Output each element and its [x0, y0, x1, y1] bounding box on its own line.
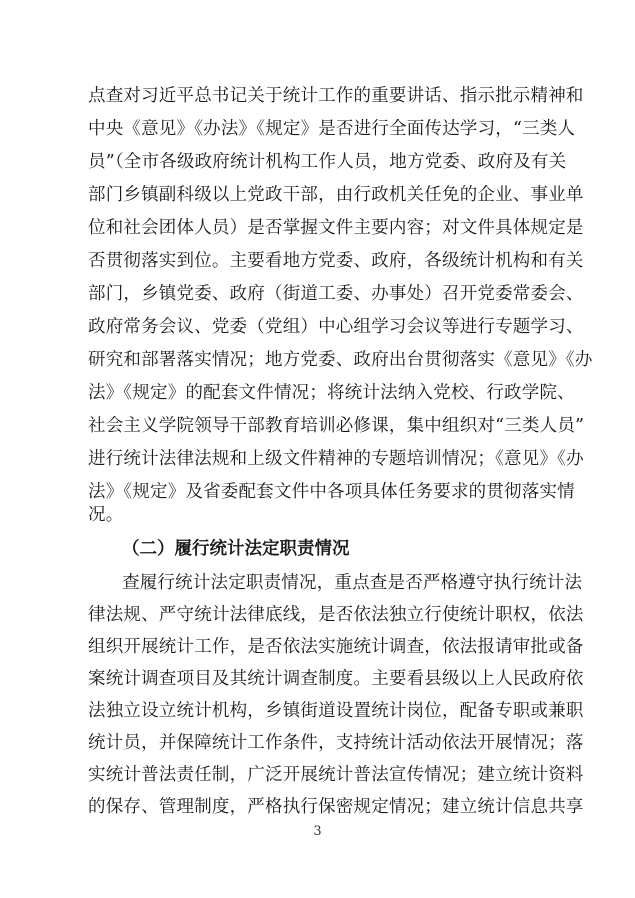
paragraph-2-line-5: 法独立设立统计机构，乡镇街道设置统计岗位，配备专职或兼职 [88, 701, 584, 721]
paragraph-1-line-2: 中央《意见》《办法》《规定》是否进行全面传达学习，“三类人 [88, 119, 576, 139]
paragraph-1-line-13: 法》《规定》及省委配套文件中各项具体任务要求的贯彻落实情 [88, 482, 575, 502]
paragraph-1-line-5: 位和社会团体人员）是否掌握文件主要内容；对文件具体规定是 [88, 218, 584, 238]
paragraph-1-line-3: 员”（全市各级政府统计机构工作人员，地方党委、政府及有关 [88, 152, 567, 172]
paragraph-1-line-7: 部门，乡镇党委、政府（街道工委、办事处）召开党委常委会、 [88, 284, 584, 304]
paragraph-1-line-11: 社会主义学院领导干部教育培训必修课，集中组织对“三类人员” [88, 416, 585, 436]
paragraph-1-line-1: 点查对习近平总书记关于统计工作的重要讲话、指示批示精神和 [88, 86, 584, 106]
paragraph-1-line-12: 进行统计法律法规和上级文件精神的专题培训情况；《意见》《办 [88, 449, 584, 469]
paragraph-2-line-4: 案统计调查项目及其统计调查制度。主要看县级以上人民政府依 [88, 669, 584, 689]
paragraph-1-line-8: 政府常务会议、党委（党组）中心组学习会议等进行专题学习、 [88, 317, 584, 337]
section-heading: （二）履行统计法定职责情况 [122, 539, 350, 559]
paragraph-1-line-9: 研究和部署落实情况；地方党委、政府出台贯彻落实《意见》《办 [88, 350, 593, 370]
paragraph-2-line-8: 的保存、管理制度，严格执行保密规定情况；建立统计信息共享 [88, 797, 584, 817]
page-number: 3 [313, 824, 322, 839]
paragraph-1-line-10: 法》《规定》的配套文件情况；将统计法纳入党校、行政学院、 [88, 383, 575, 403]
paragraph-2-line-3: 组织开展统计工作，是否依法实施统计调查，依法报请审批或备 [88, 637, 584, 657]
paragraph-2-line-2: 律法规、严守统计法律底线，是否依法独立行使统计职权，依法 [88, 605, 584, 625]
paragraph-2-line-6: 统计员，并保障统计工作条件，支持统计活动依法开展情况；落 [88, 733, 584, 753]
paragraph-1-line-6: 否贯彻落实到位。主要看地方党委、政府，各级统计机构和有关 [88, 251, 584, 271]
paragraph-1-line-14: 况。 [88, 505, 124, 525]
paragraph-2-line-7: 实统计普法责任制，广泛开展统计普法宣传情况；建立统计资料 [88, 765, 584, 785]
paragraph-2-line-1: 查履行统计法定职责情况，重点查是否严格遵守执行统计法 [122, 573, 583, 593]
paragraph-1-line-4: 部门乡镇副科级以上党政干部，由行政机关任免的企业、事业单 [88, 185, 584, 205]
